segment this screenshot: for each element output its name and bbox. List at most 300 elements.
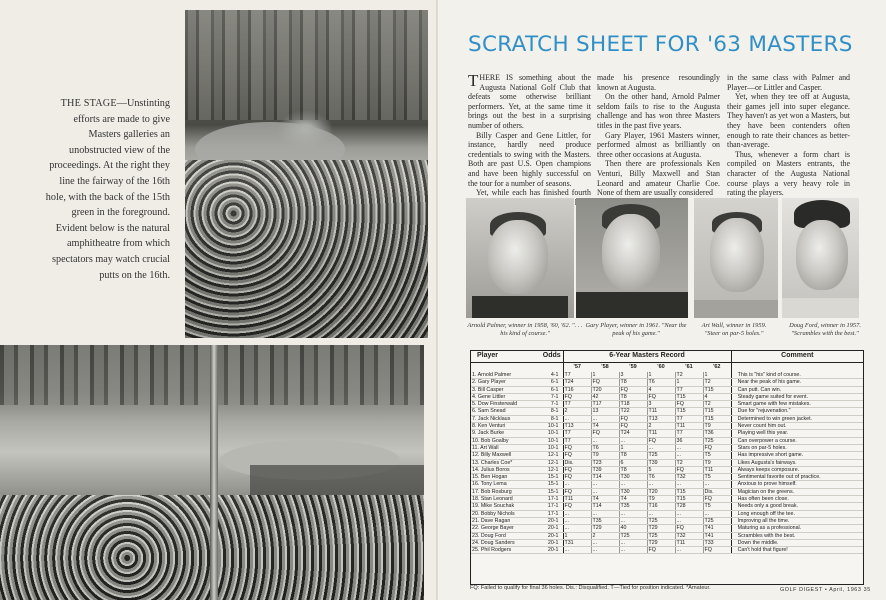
player-cell: 25. Phil Rodgers: [471, 547, 541, 554]
player-cell: 23. Doug Ford: [471, 532, 541, 539]
record-cell: FQ: [675, 466, 703, 473]
photo-trees: [185, 10, 428, 120]
odds-cell: 17-1: [541, 510, 563, 517]
record-cell: T2: [675, 372, 703, 379]
record-cell: T6: [647, 474, 675, 481]
odds-cell: 15-1: [541, 474, 563, 481]
portrait-shirt: [472, 296, 568, 318]
record-cell: 2: [591, 532, 619, 539]
year-header: '60: [657, 364, 665, 371]
table-row: [471, 525, 863, 532]
portrait-caption-player: [584, 322, 688, 338]
record-cell: T5: [703, 474, 731, 481]
record-cell: T35: [591, 517, 619, 524]
record-cell: ...: [563, 415, 591, 422]
year-header: '62: [703, 363, 731, 373]
record-cell: ...: [563, 481, 591, 488]
record-cell: T2: [703, 401, 731, 408]
player-cell: 11. Art Wall: [471, 444, 541, 451]
portrait-face: [602, 214, 660, 290]
record-cell: T11: [647, 430, 675, 437]
caption-name: Arnold Palmer: [467, 322, 505, 329]
photo-crowd: [185, 160, 428, 338]
portrait-face: [796, 220, 848, 290]
table-row: [471, 459, 863, 466]
record-cell: FQ: [563, 466, 591, 473]
portrait-art-wall: [694, 198, 778, 318]
record-cell: T17: [591, 401, 619, 408]
odds-cell: 7-1: [541, 393, 563, 400]
player-cell: 1. Arnold Palmer: [471, 372, 541, 379]
article-title: SCRATCH SHEET FOR '63 MASTERS: [468, 32, 853, 57]
record-cell: T7: [563, 372, 591, 379]
record-cell: FQ: [647, 547, 675, 554]
odds-cell: 17-1: [541, 496, 563, 503]
record-cell: ...: [675, 452, 703, 459]
odds-cell: 10-1: [541, 423, 563, 430]
record-cell: FQ: [703, 547, 731, 554]
caption-text: , winner in 1961. "Near the peak of his game.": [612, 322, 687, 337]
paragraph: Billy Casper and Gene Littler, for instance, hardly need produce credentials to swing with the Masters. Both are past U.S. Open champions and have been highly successful on the tour for a number of seasons.: [468, 130, 591, 188]
record-cell: T35: [619, 503, 647, 510]
record-cell: 1: [563, 532, 591, 539]
odds-cell: 10-1: [541, 437, 563, 444]
table-row: [471, 510, 863, 517]
player-cell: 8. Ken Venturi: [471, 423, 541, 430]
portrait-caption-wall: [696, 322, 772, 338]
player-cell: 6. Sam Snead: [471, 408, 541, 415]
odds-cell: 8-1: [541, 408, 563, 415]
comment-cell: Near the peak of his game.: [731, 379, 863, 386]
record-cell: T30: [619, 488, 647, 495]
comment-cell: Has impressive short game.: [731, 452, 863, 459]
record-cell: ...: [675, 481, 703, 488]
record-cell: T23: [591, 459, 619, 466]
caption-name: Art Wall: [701, 322, 723, 329]
table-row: [471, 372, 863, 379]
table-row: [471, 401, 863, 408]
record-cell: T29: [591, 525, 619, 532]
record-cell: T16: [563, 386, 591, 393]
record-cell: ...: [563, 510, 591, 517]
comment-cell: This is "his" kind of course.: [731, 372, 863, 379]
header-record: 6-Year Masters Record: [563, 351, 731, 363]
record-cell: T11: [675, 539, 703, 546]
record-cell: T32: [675, 474, 703, 481]
record-cell: T7: [675, 430, 703, 437]
table-row: [471, 393, 863, 400]
record-cell: FQ: [619, 415, 647, 422]
record-cell: T8: [619, 452, 647, 459]
paragraph: made his presence resoundingly known at Augusta.: [597, 73, 720, 92]
record-cell: T18: [619, 401, 647, 408]
record-cell: T29: [647, 525, 675, 532]
player-cell: 19. Mike Souchak: [471, 503, 541, 510]
portrait-face: [488, 220, 548, 294]
comment-cell: Steady game suited for event.: [731, 393, 863, 400]
record-cell: FQ: [563, 488, 591, 495]
table-row: [471, 466, 863, 473]
record-cell: 1: [591, 372, 619, 379]
record-cell: T6: [591, 444, 619, 451]
portrait-doug-ford: [782, 198, 859, 318]
masters-record-table: [470, 350, 864, 585]
blank-cell: [471, 363, 541, 373]
portrait-strip: [466, 198, 859, 318]
record-cell: ...: [647, 444, 675, 451]
table-year-row: [471, 363, 863, 373]
record-cell: T11: [675, 423, 703, 430]
caption-name: Doug Ford: [789, 322, 818, 329]
record-cell: T39: [591, 466, 619, 473]
header-player: Player: [471, 351, 541, 363]
record-cell: T16: [647, 503, 675, 510]
table-row: [471, 386, 863, 393]
comment-cell: Sentimental favorite out of practice.: [731, 474, 863, 481]
player-cell: 15. Ben Hogan: [471, 474, 541, 481]
record-cell: T4: [619, 496, 647, 503]
record-cell: T7: [675, 386, 703, 393]
odds-cell: 20-1: [541, 525, 563, 532]
record-cell: FQ: [647, 437, 675, 444]
table-row: [471, 379, 863, 386]
record-cell: ...: [675, 517, 703, 524]
record-cell: T7: [675, 415, 703, 422]
record-cell: 2: [647, 423, 675, 430]
portrait-shirt: [576, 292, 688, 318]
comment-cell: Maturing as a professional.: [731, 525, 863, 532]
record-cell: T20: [591, 386, 619, 393]
comment-cell: Never count him out.: [731, 423, 863, 430]
odds-cell: 20-1: [541, 539, 563, 546]
year-header: '58: [601, 364, 609, 371]
record-cell: 4: [703, 393, 731, 400]
player-cell: 12. Billy Maxwell: [471, 452, 541, 459]
body-column-2: [597, 73, 720, 198]
player-cell: 2. Gary Player: [471, 379, 541, 386]
record-cell: 2: [563, 408, 591, 415]
body-column-1: [468, 73, 591, 207]
paragraph-text: HERE IS something about the Augusta National Golf Club that defeats some otherwise brilliant performers. Yet, at the same time it brings out the best in a surprising number of others.: [468, 73, 591, 130]
record-cell: T24: [619, 430, 647, 437]
record-cell: ...: [591, 415, 619, 422]
record-cell: 4: [647, 386, 675, 393]
record-cell: FQ: [619, 423, 647, 430]
record-cell: ...: [591, 510, 619, 517]
table-row: [471, 532, 863, 539]
comment-cell: Can overpower a course.: [731, 437, 863, 444]
table-row: [471, 496, 863, 503]
record-cell: T9: [591, 452, 619, 459]
record-cell: T41: [703, 525, 731, 532]
record-cell: T15: [703, 415, 731, 422]
record-cell: T14: [591, 474, 619, 481]
record-cell: ...: [591, 481, 619, 488]
comment-cell: Anxious to prove himself.: [731, 481, 863, 488]
table-header-row: [471, 351, 863, 363]
record-cell: T25: [619, 532, 647, 539]
record-cell: FQ: [563, 444, 591, 451]
comment-cell: Has often been close.: [731, 496, 863, 503]
photo-16th-fairway-gallery: [185, 10, 428, 338]
comment-cell: Long enough off the tee.: [731, 510, 863, 517]
comment-cell: Can putt. Can win.: [731, 386, 863, 393]
portrait-gary-player: [576, 198, 688, 318]
record-cell: FQ: [563, 452, 591, 459]
odds-cell: 20-1: [541, 547, 563, 554]
record-cell: T2: [703, 379, 731, 386]
record-cell: T25: [703, 517, 731, 524]
record-cell: ...: [619, 539, 647, 546]
player-cell: 3. Bill Casper: [471, 386, 541, 393]
record-cell: ...: [703, 510, 731, 517]
record-cell: FQ: [703, 496, 731, 503]
record-cell: T13: [647, 415, 675, 422]
record-cell: ...: [619, 510, 647, 517]
odds-cell: 12-1: [541, 466, 563, 473]
record-cell: T4: [591, 423, 619, 430]
record-cell: ...: [647, 481, 675, 488]
caption-text: , winner in 1959. "Steer on par-5 holes.": [704, 322, 767, 337]
paragraph: Gary Player, 1961 Masters winner, performed almost as brilliantly on three other occasions at Augusta.: [597, 130, 720, 159]
stage-caption-text: —Unstinting efforts are made to give Masters galleries an unobstructed view of the proceedings. At the right they line the fairway of the 16th hole, with the back of the 15th green in the foreground. Evident below is the natural amphitheatre from which spectators may watch crucial putts on the 16th.: [45, 98, 170, 281]
table-row: [471, 547, 863, 554]
dropcap: T: [468, 71, 479, 90]
record-cell: T7: [563, 437, 591, 444]
blank-cell: [731, 363, 863, 373]
odds-cell: 12-1: [541, 459, 563, 466]
paragraph: in the same class with Palmer and Player—or Littler and Casper.: [727, 73, 850, 92]
record-cell: ...: [591, 437, 619, 444]
portrait-caption-palmer: [466, 322, 584, 338]
record-cell: ...: [703, 481, 731, 488]
paragraph: [468, 73, 591, 131]
player-cell: 20. Bobby Nichols: [471, 510, 541, 517]
blank-cell: [541, 363, 563, 373]
portrait-caption-ford: [780, 322, 870, 338]
record-cell: T20: [647, 488, 675, 495]
record-cell: T5: [703, 452, 731, 459]
record-cell: T11: [647, 408, 675, 415]
record-cell: T41: [703, 532, 731, 539]
odds-cell: 20-1: [541, 517, 563, 524]
odds-cell: 15-1: [541, 488, 563, 495]
table-row: [471, 408, 863, 415]
record-cell: T8: [619, 466, 647, 473]
odds-cell: 12-1: [541, 452, 563, 459]
caption-name: Gary Player: [585, 322, 617, 329]
record-cell: FQ: [675, 525, 703, 532]
table-row: [471, 430, 863, 437]
player-cell: 14. Julius Boros: [471, 466, 541, 473]
record-cell: T33: [703, 539, 731, 546]
record-cell: T13: [563, 423, 591, 430]
record-cell: T9: [703, 459, 731, 466]
record-cell: T36: [703, 430, 731, 437]
comment-cell: Improving all the time.: [731, 517, 863, 524]
record-cell: T5: [703, 503, 731, 510]
comment-cell: Smart game with few mistakes.: [731, 401, 863, 408]
odds-cell: 7-1: [541, 401, 563, 408]
record-cell: T15: [703, 408, 731, 415]
table-row: [471, 415, 863, 422]
header-comment: Comment: [731, 351, 863, 363]
record-cell: T15: [675, 408, 703, 415]
record-cell: FQ: [591, 379, 619, 386]
comment-cell: Down the middle.: [731, 539, 863, 546]
player-cell: 21. Dave Ragan: [471, 517, 541, 524]
photo-16th-amphitheatre: [0, 345, 424, 600]
record-cell: T31: [563, 539, 591, 546]
player-cell: 16. Tony Lema: [471, 481, 541, 488]
player-cell: 7. Jack Nicklaus: [471, 415, 541, 422]
record-cell: ...: [647, 510, 675, 517]
record-cell: ...: [619, 517, 647, 524]
record-cell: FQ: [703, 444, 731, 451]
table-row: [471, 517, 863, 524]
stage-caption: [40, 96, 170, 283]
record-cell: T25: [703, 437, 731, 444]
record-cell: ...: [619, 547, 647, 554]
table-row: [471, 444, 863, 451]
stage-caption-lead: THE STAGE: [60, 98, 117, 109]
record-cell: ...: [563, 525, 591, 532]
player-cell: 4. Gene Littler: [471, 393, 541, 400]
odds-cell: 20-1: [541, 532, 563, 539]
record-cell: 1: [675, 379, 703, 386]
record-cell: Dis.: [563, 459, 591, 466]
paragraph: Then there are professionals Ken Venturi, Billy Maxwell and Stan Leonard and amateur Charlie Coe. None of them are usually considered: [597, 159, 720, 198]
record-cell: 6: [619, 459, 647, 466]
record-cell: 40: [619, 525, 647, 532]
record-cell: T24: [563, 379, 591, 386]
table-row: [471, 437, 863, 444]
record-cell: T14: [591, 503, 619, 510]
record-cell: T15: [675, 496, 703, 503]
portrait-shirt: [694, 300, 778, 318]
table-row: [471, 423, 863, 430]
comment-cell: Due for "rejuvenation.": [731, 408, 863, 415]
table-body: [471, 372, 863, 554]
record-cell: ...: [675, 547, 703, 554]
record-cell: ...: [563, 517, 591, 524]
record-cell: ...: [675, 510, 703, 517]
paragraph: Yet, when they tee off at Augusta, their games jell into super elegance. They haven't as yet won a Masters, but they have been contenders often enough to rate their chances as better-than-average.: [727, 92, 850, 150]
record-cell: T25: [647, 517, 675, 524]
record-cell: FQ: [563, 503, 591, 510]
odds-cell: 15-1: [541, 481, 563, 488]
record-cell: T15: [675, 488, 703, 495]
record-cell: T32: [675, 532, 703, 539]
record-cell: T6: [647, 379, 675, 386]
year-header: '61: [685, 364, 693, 371]
record-cell: FQ: [563, 393, 591, 400]
record-cell: T9: [703, 423, 731, 430]
record-cell: T7: [563, 401, 591, 408]
record-cell: ...: [675, 444, 703, 451]
player-cell: 24. Doug Sanders: [471, 539, 541, 546]
record-cell: T4: [591, 496, 619, 503]
record-cell: ...: [591, 488, 619, 495]
portrait-arnold-palmer: [466, 198, 574, 318]
page-folio: GOLF DIGEST • April, 1963 35: [780, 587, 871, 593]
record-cell: Dis.: [703, 488, 731, 495]
player-cell: 10. Bob Goalby: [471, 437, 541, 444]
table-row: [471, 488, 863, 495]
record-cell: T8: [619, 379, 647, 386]
record-cell: FQ: [591, 430, 619, 437]
comment-cell: Likes Augusta's fairways.: [731, 459, 863, 466]
record-cell: FQ: [647, 393, 675, 400]
record-cell: FQ: [563, 474, 591, 481]
odds-cell: 10-1: [541, 430, 563, 437]
header-odds: Odds: [541, 351, 563, 363]
photo-tree-trunk: [210, 345, 218, 600]
record-cell: 3: [647, 401, 675, 408]
portrait-face: [710, 218, 764, 292]
body-column-3: [727, 73, 850, 198]
odds-cell: 6-1: [541, 386, 563, 393]
paragraph: Thus, whenever a form chart is compiled on Masters entrants, the character of the Augusta National course plays a very heavy role in rating the players.: [727, 149, 850, 198]
odds-cell: 6-1: [541, 379, 563, 386]
record-cell: 1: [703, 372, 731, 379]
record-cell: T28: [675, 503, 703, 510]
record-cell: T2: [675, 459, 703, 466]
record-cell: 42: [591, 393, 619, 400]
record-cell: T15: [703, 386, 731, 393]
record-cell: ...: [619, 481, 647, 488]
player-cell: 17. Bob Rosburg: [471, 488, 541, 495]
record-cell: FQ: [675, 401, 703, 408]
record-cell: T8: [619, 393, 647, 400]
record-cell: T25: [647, 532, 675, 539]
player-cell: 18. Stan Leonard: [471, 496, 541, 503]
record-cell: 1: [647, 372, 675, 379]
year-header: '57: [573, 364, 581, 371]
record-cell: 5: [647, 466, 675, 473]
left-page: [0, 0, 438, 600]
comment-cell: Can't hold that figure!: [731, 547, 863, 554]
caption-text: , winner in 1957. "Scrambles with the best.": [791, 322, 861, 337]
comment-cell: Needs only a good break.: [731, 503, 863, 510]
record-cell: 36: [675, 437, 703, 444]
comment-cell: Stars on par-5 holes.: [731, 444, 863, 451]
record-cell: T29: [647, 539, 675, 546]
comment-cell: Determined to win green jacket.: [731, 415, 863, 422]
record-cell: T39: [647, 459, 675, 466]
player-cell: 22. George Bayer: [471, 525, 541, 532]
comment-cell: Magician on the greens.: [731, 488, 863, 495]
comment-cell: Playing well this year.: [731, 430, 863, 437]
table-row: [471, 481, 863, 488]
record-cell: ...: [563, 547, 591, 554]
record-cell: ...: [591, 547, 619, 554]
record-cell: ...: [591, 539, 619, 546]
record-cell: ...: [619, 437, 647, 444]
record-cell: T15: [675, 393, 703, 400]
table-row: [471, 539, 863, 546]
odds-cell: 17-1: [541, 503, 563, 510]
player-cell: 5. Dow Finsterwald: [471, 401, 541, 408]
record-cell: 1: [619, 444, 647, 451]
record-cell: FQ: [619, 386, 647, 393]
year-header: '59: [629, 364, 637, 371]
caption-text: , winner in 1958, '60, '62. ". . . his kind of course.": [500, 322, 583, 337]
table-footnote: FQ: Failed to qualify for final 36 holes. Dis.: Disqualified. T—Tied for position indicated. *Amateur.: [470, 585, 711, 591]
record-cell: 13: [591, 408, 619, 415]
record-cell: T30: [619, 474, 647, 481]
table-row: [471, 503, 863, 510]
